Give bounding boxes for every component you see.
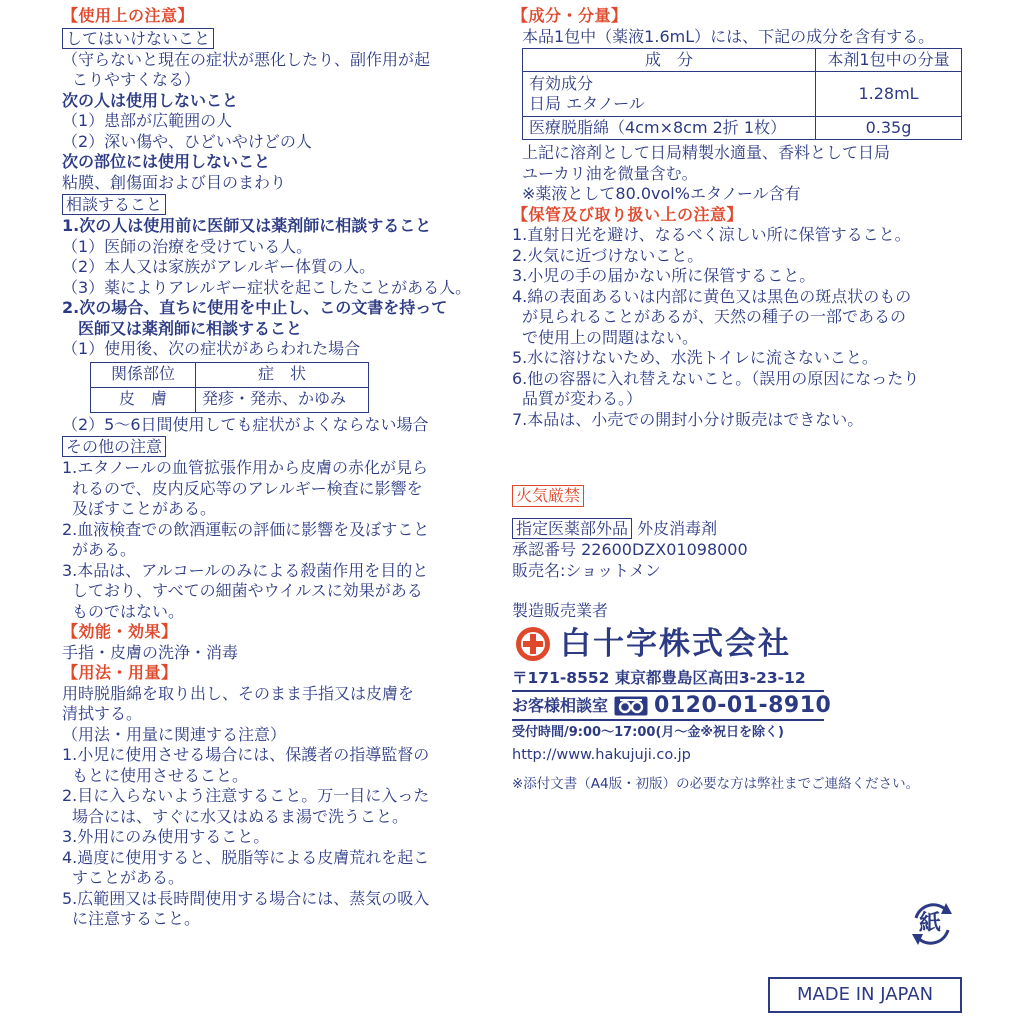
ingredients-active-cell xyxy=(523,72,816,117)
storage-item-2 xyxy=(512,246,974,267)
symptom-table xyxy=(90,362,369,413)
ingredients-intro: 本品1包中（薬液1.6mL）には、下記の成分を含有する。 xyxy=(522,26,935,46)
consult-2-item-1: （1）使用後、次の症状があらわれた場合 xyxy=(62,339,361,358)
storage-item-3 xyxy=(512,266,974,287)
dosage-note-2-line-2: 場合には、すぐに水又はぬるま湯で洗うこと。 xyxy=(72,806,409,826)
dosage-note-3 xyxy=(62,827,488,848)
other-item-3 xyxy=(62,561,488,623)
person-item-2: （2）深い傷や、ひどいやけどの人 xyxy=(62,131,312,151)
ingredients-table-header-amount: 本剤1包中の分量 xyxy=(816,49,962,72)
symptom-table-part: 皮 膚 xyxy=(91,387,196,412)
paper-mark-text: 紙 xyxy=(919,911,942,936)
storage-item-3-line-1: 3.小児の手の届かない所に保管すること。 xyxy=(512,266,816,285)
dosage-note-1-line-2: もとに使用させること。 xyxy=(72,765,249,785)
parts-heading: 次の部位には使用しないこと xyxy=(62,152,271,171)
dosage-note-3-line-1: 3.外用にのみ使用すること。 xyxy=(62,827,270,846)
consult-1-item-2: （2）本人又は家族がアレルギー体質の人。 xyxy=(62,257,376,276)
category-box: 指定医薬部外品 xyxy=(512,518,632,539)
storage-item-4-line-2: が見られることがあるが、天然の種子の一部であるの xyxy=(522,307,907,326)
category-line xyxy=(512,517,974,540)
red-cross-logo-icon xyxy=(514,625,552,663)
dosage-note-5-line-1: 5.広範囲又は長時間使用する場合には、蒸気の吸入 xyxy=(62,888,430,908)
storage-item-7-line-1: 7.本品は、小売での開封小分け販売はできない。 xyxy=(512,409,864,429)
storage-item-4-line-1: 4.綿の表面あるいは内部に黄色又は黒色の斑点状のもの xyxy=(512,286,912,306)
consult-line xyxy=(512,693,974,718)
effect-heading: 【効能・効果】 xyxy=(62,622,178,641)
ingredients-table-header-component: 成 分 xyxy=(523,49,816,72)
storage-item-7 xyxy=(512,410,974,431)
consult-2a: 2.次の場合、直ちに使用を中止し、この文書を持って xyxy=(62,298,448,317)
dosage-line-1: 用時脱脂綿を取り出し、そのまま手指又は皮膚を xyxy=(62,683,415,703)
persons-heading: 次の人は使用しないこと xyxy=(62,90,239,110)
dosage-note-5-line-2: に注意すること。 xyxy=(72,909,201,928)
freedial-icon xyxy=(614,696,648,716)
symptom-table-header-part: 関係部位 xyxy=(91,362,196,387)
additive-line-1: 上記に溶剤として日局精製水適量、香料として日局 xyxy=(522,143,891,162)
dosage-note-4-line-2: すことがある。 xyxy=(72,868,185,887)
document-note: ※添付文書（A4版・初版）の必要な方は弊社までご連絡ください。 xyxy=(512,775,920,792)
category-text: 外皮消毒剤 xyxy=(637,519,718,538)
consult-label: お客様相談室 xyxy=(512,696,609,715)
consult-1-item-1: （1）医師の治療を受けている人。 xyxy=(62,236,313,256)
consult-2b: 医師又は薬剤師に相談すること xyxy=(78,318,303,338)
dosage-note-1-line-1: 1.小児に使用させる場合には、保護者の指導監督の xyxy=(62,745,430,764)
ethanol-amount: 1.28mL xyxy=(816,72,962,117)
fire-warning-badge: 火気厳禁 xyxy=(512,485,584,507)
other-item-2-line-2: がある。 xyxy=(72,540,137,559)
reception-hours: 受付時間/9:00～17:00(月～金※祝日を除く) xyxy=(512,719,824,744)
made-in-japan-label: MADE IN JAPAN xyxy=(768,977,962,1013)
other-item-1-line-1: 1.エタノールの血管拡張作用から皮膚の赤化が見ら xyxy=(62,458,428,477)
other-box: その他の注意 xyxy=(62,436,166,457)
maker-label: 製造販売業者 xyxy=(512,601,609,620)
company-logo-row xyxy=(514,624,974,664)
ingredients-heading: 【成分・分量】 xyxy=(512,6,628,25)
ethanol-label: 日局 エタノール xyxy=(529,94,645,113)
active-label: 有効成分 xyxy=(529,73,594,93)
other-item-2-line-1: 2.血液検査での飲酒運転の評価に影響を及ぼすこと xyxy=(62,519,430,539)
other-item-3-line-2: しており、すべての細菌やウイルスに効果がある xyxy=(72,581,423,600)
usage-heading: 【使用上の注意】 xyxy=(62,6,195,25)
dosage-note-4-line-1: 4.過度に使用すると、脱脂等による皮膚荒れを起こ xyxy=(62,847,430,867)
dont-note-1: （守らないと現在の症状が悪化したり、副作用が起 xyxy=(62,49,431,69)
freedial-number: 0120-01-8910 xyxy=(654,693,832,718)
dosage-note-2 xyxy=(62,786,488,827)
dosage-line-2: 清拭する。 xyxy=(62,704,143,723)
dont-box: してはいけないこと xyxy=(62,28,214,49)
storage-item-1-line-1: 1.直射日光を避け、なるべく涼しい所に保管すること。 xyxy=(512,225,911,244)
company-address: 〒171-8552 東京都豊島区高田3-23-12 xyxy=(512,668,824,693)
cotton-amount: 0.35g xyxy=(816,117,962,140)
approval-number: 承認番号 22600DZX01098000 xyxy=(512,540,748,559)
additive-line-2: ユーカリ油を微量含む。 xyxy=(522,163,698,183)
storage-heading: 【保管及び取り扱い上の注意】 xyxy=(512,204,744,224)
dosage-note-heading: （用法・用量に関連する注意） xyxy=(62,724,287,744)
left-column xyxy=(62,6,488,930)
consult-1: 1.次の人は使用前に医師又は薬剤師に相談すること xyxy=(62,216,432,235)
effect-text: 手指・皮膚の洗浄・消毒 xyxy=(62,642,239,662)
other-item-1-line-2: れるので、皮内反応等のアレルギー検査に影響を xyxy=(72,478,423,498)
storage-item-1 xyxy=(512,225,974,246)
consult-2-item-2: （2）5～6日間使用しても症状がよくならない場合 xyxy=(62,414,429,434)
dosage-note-5 xyxy=(62,889,488,930)
other-item-1-line-3: 及ぼすことがある。 xyxy=(72,499,217,518)
storage-item-6-line-1: 6.他の容器に入れ替えないこと。（誤用の原因になったり xyxy=(512,368,920,388)
cotton-label: 医療脱脂綿（4cm×8cm 2折 1枚） xyxy=(523,117,816,140)
person-item-1: （1）患部が広範囲の人 xyxy=(62,111,233,130)
storage-item-4 xyxy=(512,287,974,349)
dosage-heading: 【用法・用量】 xyxy=(62,663,178,682)
dosage-note-4 xyxy=(62,848,488,889)
dosage-note-2-line-1: 2.目に入らないよう注意すること。万一目に入った xyxy=(62,786,430,805)
storage-item-4-line-3: で使用上の問題はない。 xyxy=(522,327,699,347)
brand-name: 販売名:ショットメン xyxy=(512,560,661,580)
paper-recycle-mark xyxy=(906,898,958,950)
consult-1-item-3: （3）薬によりアレルギー症状を起こしたことがある人。 xyxy=(62,277,472,297)
other-item-3-line-1: 3.本品は、アルコールのみによる殺菌作用を目的と xyxy=(62,560,429,580)
dosage-note-1 xyxy=(62,745,488,786)
storage-item-2-line-1: 2.火気に近づけないこと。 xyxy=(512,245,704,265)
other-item-3-line-3: ものではない。 xyxy=(72,601,185,621)
right-column xyxy=(512,6,974,794)
company-name: 白十字株式会社 xyxy=(560,625,791,662)
parts-text: 粘膜、創傷面および目のまわり xyxy=(62,172,287,192)
storage-item-6-line-2: 品質が変わる。） xyxy=(522,389,643,408)
symptom-table-header-symptom: 症 状 xyxy=(196,362,369,387)
other-item-2 xyxy=(62,520,488,561)
dont-note-2: こりやすくなる） xyxy=(72,70,201,89)
ethanol-note: ※薬液として80.0vol%エタノール含有 xyxy=(522,184,801,203)
consult-box: 相談すること xyxy=(62,194,166,215)
company-url[interactable]: http://www.hakujuji.co.jp xyxy=(512,747,691,763)
symptom-table-symptom: 発疹・発赤、かゆみ xyxy=(196,387,369,412)
other-item-1 xyxy=(62,458,488,520)
storage-item-6 xyxy=(512,369,974,410)
storage-item-5 xyxy=(512,348,974,369)
ingredients-table xyxy=(522,48,962,140)
storage-item-5-line-1: 5.水に溶けないため、水洗トイレに流さないこと。 xyxy=(512,348,878,367)
